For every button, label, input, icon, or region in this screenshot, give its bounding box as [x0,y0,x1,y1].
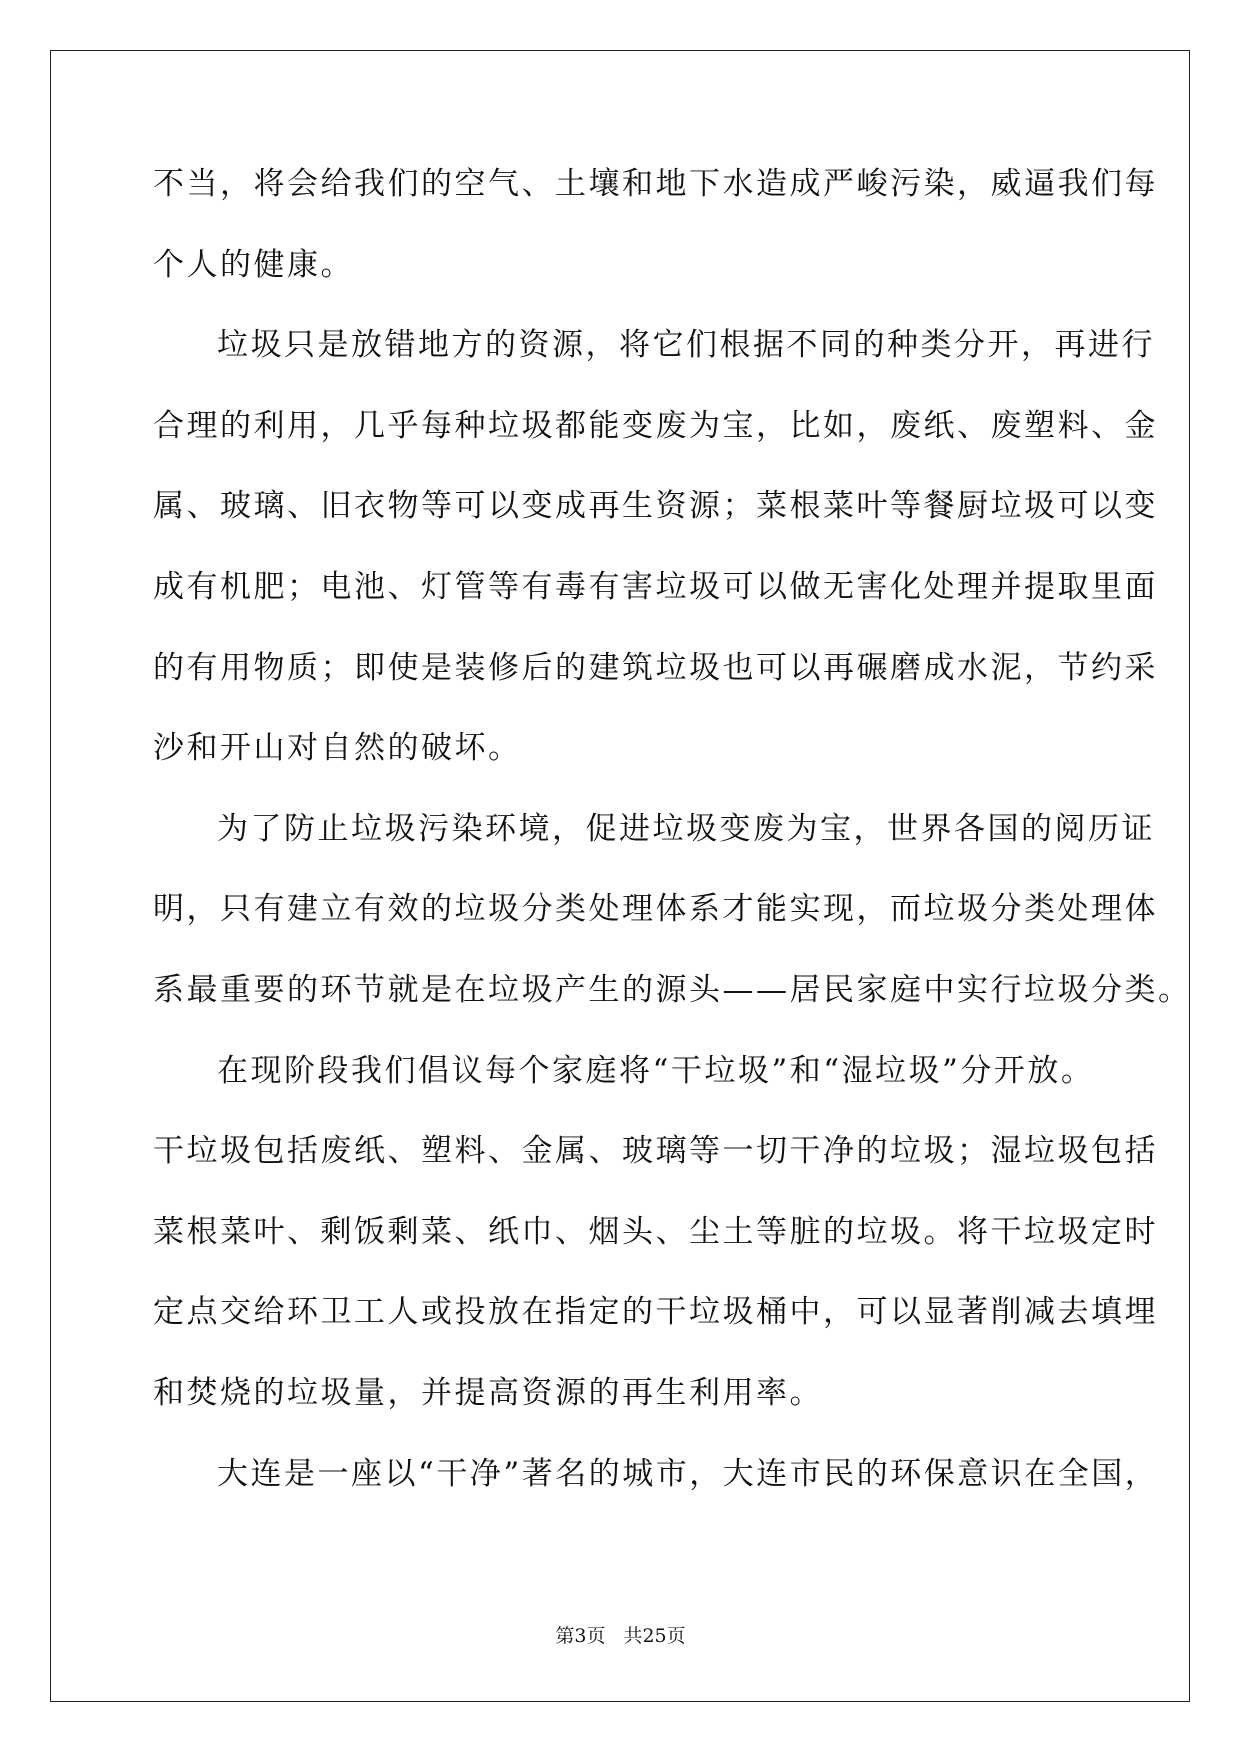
paragraph-start-line: 在现阶段我们倡议每个家庭将“干垃圾”和“湿垃圾”分开放。 [217,1052,1095,1089]
text-line: 合理的利用，几乎每种垃圾都能变废为宝，比如，废纸、废塑料、金 [153,407,1158,444]
text-line: 系最重要的环节就是在垃圾产生的源头——居民家庭中实行垃圾分类。 [153,971,1192,1008]
text-line: 属、玻璃、旧衣物等可以变成再生资源；菜根菜叶等餐厨垃圾可以变 [153,488,1158,525]
page-number: 第3页 [555,1625,606,1647]
text-line: 定点交给环卫工人或投放在指定的干垃圾桶中，可以显著削减去填埋 [153,1294,1158,1331]
text-line: 成有机肥；电池、灯管等有毒有害垃圾可以做无害化处理并提取里面 [153,568,1158,605]
paragraph-start-line: 为了防止垃圾污染环境，促进垃圾变废为宝，世界各国的阅历证 [217,810,1155,847]
text-line: 的有用物质；即使是装修后的建筑垃圾也可以再碾磨成水泥，节约采 [153,649,1158,686]
document-body [153,165,1192,1535]
paragraph-start-line: 大连是一座以“干净”著名的城市，大连市民的环保意识在全国， [217,1455,1159,1492]
text-line: 干垃圾包括废纸、塑料、金属、玻璃等一切干净的垃圾；湿垃圾包括 [153,1133,1158,1170]
text-line: 菜根菜叶、剩饭剩菜、纸巾、烟头、尘土等脏的垃圾。将干垃圾定时 [153,1213,1158,1250]
page-footer [0,1621,1241,1648]
text-line: 个人的健康。 [153,246,354,283]
text-line: 沙和开山对自然的破坏。 [153,730,522,767]
page-total: 共25页 [623,1625,686,1647]
text-line: 和焚烧的垃圾量，并提高资源的再生利用率。 [153,1374,823,1411]
text-line: 不当，将会给我们的空气、土壤和地下水造成严峻污染，威逼我们每 [153,166,1158,202]
paragraph-start-line: 垃圾只是放错地方的资源，将它们根据不同的种类分开，再进行 [217,327,1155,364]
text-line: 明，只有建立有效的垃圾分类处理体系才能实现，而垃圾分类处理体 [153,891,1158,928]
